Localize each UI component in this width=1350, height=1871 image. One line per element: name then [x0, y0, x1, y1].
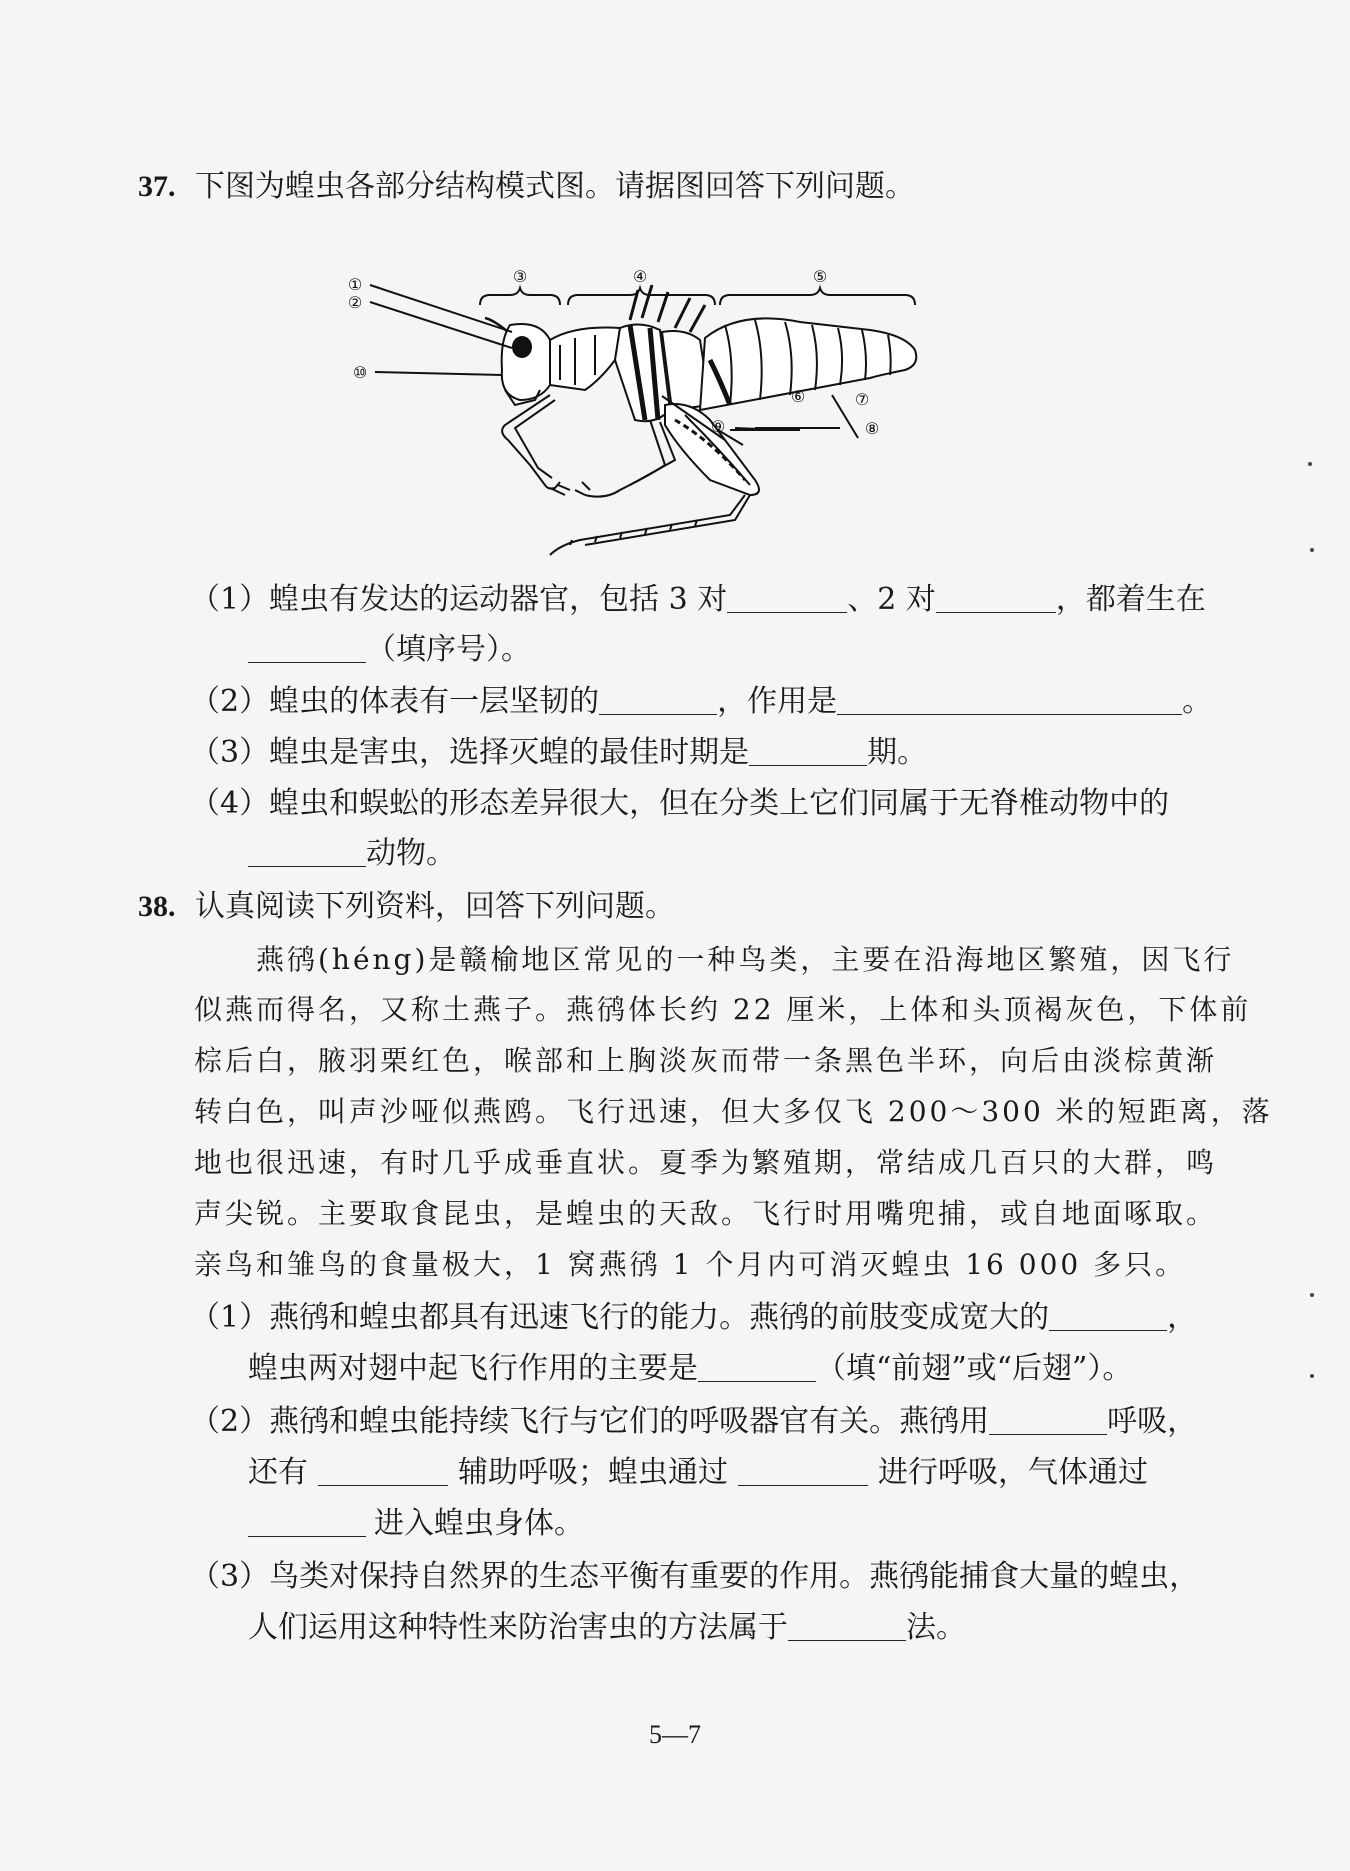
q37-sub1-text: ，都着生在 — [1055, 582, 1206, 617]
label-9: ⑨ — [710, 417, 726, 436]
answer-blank[interactable] — [248, 836, 366, 867]
q38-heading — [138, 887, 675, 927]
q37-sub1-text: （填序号）。 — [366, 632, 531, 667]
q38-sub2-text: （2）燕鸻和蝗虫能持续飞行与它们的呼吸器官有关。燕鸻用 — [190, 1404, 990, 1439]
q37-number: 37. — [138, 170, 176, 203]
q38-sub2-text: 辅助呼吸；蝗虫通过 — [458, 1455, 728, 1490]
q37-stem: 下图为蝗虫各部分结构模式图。请据图回答下列问题。 — [195, 169, 916, 204]
q38-sub3-text: （3）鸟类对保持自然界的生态平衡有重要的作用。燕鸻能捕食大量的蝗虫， — [190, 1559, 1200, 1594]
q38-sub3-line1 — [190, 1557, 1199, 1597]
label-4: ④ — [632, 267, 648, 286]
q37-sub3 — [190, 733, 927, 773]
q37-sub2-text: ，作用是 — [717, 684, 838, 719]
q38-sub1-line2 — [248, 1349, 1132, 1389]
q37-sub1-text: （1）蝗虫有发达的运动器官，包括 3 对 — [190, 582, 728, 617]
q37-sub2 — [190, 682, 1212, 722]
answer-blank[interactable] — [698, 1351, 816, 1382]
label-7: ⑦ — [854, 390, 870, 409]
q38-number: 38. — [138, 890, 176, 923]
scan-speck — [1310, 1293, 1314, 1297]
q38-stem: 认真阅读下列资料，回答下列问题。 — [195, 889, 676, 924]
q38-sub2-line3 — [248, 1504, 584, 1544]
answer-blank[interactable] — [788, 1610, 906, 1641]
label-1: ① — [347, 275, 363, 294]
answer-blank[interactable] — [1049, 1300, 1167, 1331]
q38-passage-line: 地也很迅速，有时几乎成垂直状。夏季为繁殖期，常结成几百只的大群，鸣 — [194, 1146, 1218, 1179]
q37-sub4-line2 — [248, 834, 456, 874]
q38-sub2-text: 还有 — [248, 1455, 308, 1490]
q37-sub1-line2 — [248, 630, 531, 670]
label-10: ⑩ — [352, 363, 368, 382]
q37-sub3-text: 期。 — [867, 735, 928, 770]
q37-sub1-text: 、2 对 — [847, 582, 936, 617]
q38-passage-line: 声尖锐。主要取食昆虫，是蝗虫的天敌。飞行时用嘴兜捕，或自地面啄取。 — [194, 1197, 1218, 1230]
q37-sub4-text: 动物。 — [366, 836, 456, 871]
answer-blank[interactable] — [989, 1404, 1107, 1435]
answer-blank[interactable] — [599, 684, 717, 715]
q38-sub1-text: ， — [1167, 1300, 1198, 1335]
q38-sub3-text: 人们运用这种特性来防治害虫的方法属于 — [248, 1610, 788, 1645]
q38-sub2-text: 进入蝗虫身体。 — [374, 1506, 584, 1541]
answer-blank[interactable] — [749, 735, 867, 766]
label-6: ⑥ — [790, 387, 806, 406]
page-number: 5—7 — [649, 1720, 701, 1749]
scan-speck — [1310, 548, 1314, 552]
q38-passage-line: 似燕而得名，又称土燕子。燕鸻体长约 22 厘米，上体和头顶褐灰色，下体前 — [194, 993, 1252, 1026]
q37-sub4-line1 — [190, 784, 1169, 824]
q37-heading — [138, 167, 915, 207]
q38-sub1-text: （填“前翅”或“后翅”）。 — [816, 1351, 1133, 1386]
label-5: ⑤ — [812, 267, 828, 286]
scan-speck — [1310, 1374, 1314, 1378]
q38-sub3-text: 法。 — [906, 1610, 966, 1645]
answer-blank[interactable] — [738, 1455, 868, 1486]
q38-sub2-line2 — [248, 1453, 1148, 1493]
scan-speck — [1308, 462, 1312, 466]
q38-sub1-text: （1）燕鸻和蝗虫都具有迅速飞行的能力。燕鸻的前肢变成宽大的 — [190, 1300, 1050, 1335]
label-8: ⑧ — [864, 419, 880, 438]
q38-sub1-text: 蝗虫两对翅中起飞行作用的主要是 — [248, 1351, 698, 1386]
q38-sub1-line1 — [190, 1298, 1197, 1338]
answer-blank[interactable] — [248, 632, 366, 663]
answer-blank[interactable] — [318, 1455, 448, 1486]
q38-sub2-text: 呼吸， — [1107, 1404, 1198, 1439]
q37-sub2-text: （2）蝗虫的体表有一层坚韧的 — [190, 684, 600, 719]
q38-sub3-line2 — [248, 1608, 966, 1648]
q38-passage-line: 棕后白，腋羽栗红色，喉部和上胸淡灰而带一条黑色半环，向后由淡棕黄渐 — [194, 1044, 1218, 1077]
answer-blank[interactable] — [936, 582, 1056, 613]
q38-passage-line: 燕鸻(héng)是赣榆地区常见的一种鸟类，主要在沿海地区繁殖，因飞行 — [256, 943, 1235, 976]
q38-passage-line: 转白色，叫声沙哑似燕鸥。飞行迅速，但大多仅飞 200～300 米的短距离，落 — [194, 1095, 1273, 1128]
answer-blank[interactable] — [727, 582, 847, 613]
q38-sub2-line1 — [190, 1402, 1197, 1442]
q37-sub3-text: （3）蝗虫是害虫，选择灭蝗的最佳时期是 — [190, 735, 750, 770]
q37-sub1-line1 — [190, 580, 1206, 620]
label-2: ② — [347, 293, 363, 312]
answer-blank[interactable] — [837, 684, 1182, 715]
q37-sub2-text: 。 — [1182, 684, 1213, 719]
answer-blank[interactable] — [248, 1506, 366, 1537]
label-3: ③ — [512, 267, 528, 286]
grasshopper-diagram — [347, 250, 920, 560]
q38-sub2-text: 进行呼吸，气体通过 — [878, 1455, 1148, 1490]
q38-passage-line: 亲鸟和雏鸟的食量极大，1 窝燕鸻 1 个月内可消灭蝗虫 16 000 多只。 — [194, 1248, 1187, 1281]
q37-sub4-text: （4）蝗虫和蜈蚣的形态差异很大，但在分类上它们同属于无脊椎动物中的 — [190, 786, 1170, 821]
